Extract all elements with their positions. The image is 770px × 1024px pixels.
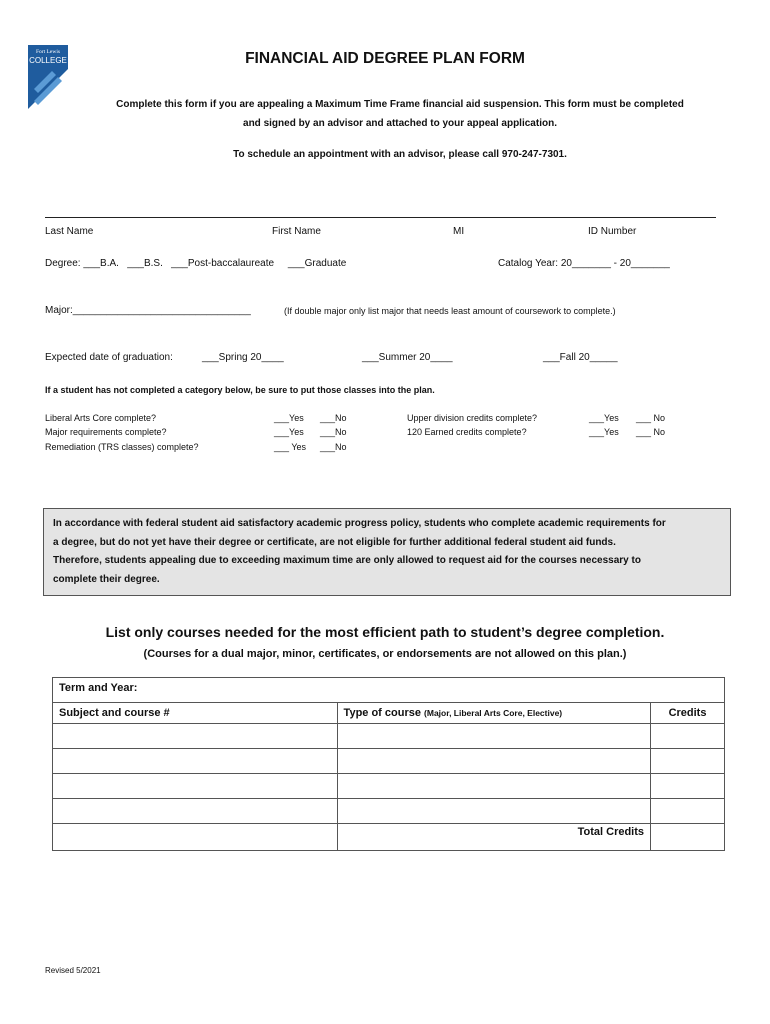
revision-date: Revised 5/2021	[45, 966, 101, 975]
contact-line: To schedule an appointment with an advisor, please call 970-247-7301.	[233, 149, 567, 160]
total-credits-label: Total Credits	[337, 824, 650, 851]
no-option[interactable]: ___ No	[636, 413, 666, 423]
yes-option[interactable]: ___Yes	[589, 427, 619, 437]
no-option[interactable]: ___No	[320, 413, 347, 423]
category-note: If a student has not completed a category below, be sure to put those classes into the plan.	[45, 385, 435, 395]
checklist-label: 120 Earned credits complete?	[407, 427, 527, 437]
subject-cell[interactable]	[53, 724, 338, 749]
course-type-header	[337, 703, 650, 724]
form-title: FINANCIAL AID DEGREE PLAN FORM	[245, 50, 525, 67]
table-row	[53, 799, 725, 824]
notice-line: In accordance with federal student aid satisfactory academic progress policy, students who complete academic requirements for	[53, 518, 666, 529]
yes-option[interactable]: ___Yes	[274, 413, 304, 423]
mi-label: MI	[453, 226, 465, 237]
graduation-label: Expected date of graduation:	[45, 352, 173, 363]
total-credits-cell[interactable]	[651, 824, 725, 851]
subject-cell[interactable]	[53, 824, 338, 851]
credits-header: Credits	[651, 703, 725, 724]
type-cell[interactable]	[337, 724, 650, 749]
table-header-row	[53, 703, 725, 724]
notice-line: a degree, but do not yet have their degree or certificate, are not eligible for further additional federal student aid funds.	[53, 536, 616, 548]
table-row	[53, 774, 725, 799]
term-and-year-label: Term and Year:	[59, 682, 138, 694]
credits-cell[interactable]	[651, 724, 725, 749]
course-plan-table	[52, 677, 725, 851]
intro-line-2: and signed by an advisor and attached to your appeal application.	[243, 118, 557, 129]
course-type-label: Type of course	[343, 707, 421, 719]
spring-option[interactable]: ___Spring 20____	[202, 352, 284, 363]
subject-cell[interactable]	[53, 749, 338, 774]
svg-text:COLLEGE: COLLEGE	[29, 56, 67, 65]
type-cell[interactable]	[337, 774, 650, 799]
table-row	[53, 724, 725, 749]
no-option[interactable]: ___No	[320, 427, 347, 437]
first-name-label: First Name	[272, 226, 321, 237]
checklist-label: Liberal Arts Core complete?	[45, 413, 157, 423]
subject-cell[interactable]	[53, 799, 338, 824]
policy-notice	[43, 508, 731, 596]
credits-cell[interactable]	[651, 774, 725, 799]
term-and-year-field[interactable]	[53, 678, 725, 703]
degree-field[interactable]: Degree: ___B.A. ___B.S. ___Post-baccalaureate ___Graduate	[45, 258, 347, 269]
credits-cell[interactable]	[651, 749, 725, 774]
checklist-label: Remediation (TRS classes) complete?	[45, 442, 199, 452]
catalog-year-field[interactable]: Catalog Year: 20_______ - 20_______	[498, 258, 670, 269]
name-signature-line[interactable]	[45, 217, 716, 218]
course-type-note: (Major, Liberal Arts Core, Elective)	[424, 708, 563, 718]
total-row	[53, 824, 725, 851]
no-option[interactable]: ___ No	[636, 427, 666, 437]
credits-cell[interactable]	[651, 799, 725, 824]
checklist-label: Major requirements complete?	[45, 427, 167, 437]
summer-option[interactable]: ___Summer 20____	[362, 352, 453, 363]
yes-option[interactable]: ___Yes	[274, 427, 304, 437]
type-cell[interactable]	[337, 749, 650, 774]
course-list-subheading: (Courses for a dual major, minor, certificates, or endorsements are not allowed on this plan.)	[143, 648, 627, 660]
course-list-heading: List only courses needed for the most efficient path to student’s degree completion.	[105, 624, 665, 640]
yes-option[interactable]: ___ Yes	[274, 442, 307, 452]
table-row	[53, 749, 725, 774]
yes-option[interactable]: ___Yes	[589, 413, 619, 423]
subject-cell[interactable]	[53, 774, 338, 799]
subject-course-header: Subject and course #	[53, 703, 338, 724]
checklist-label: Upper division credits complete?	[407, 413, 538, 423]
major-field[interactable]: Major:________________________________	[45, 305, 251, 316]
last-name-label: Last Name	[45, 226, 94, 237]
type-cell[interactable]	[337, 799, 650, 824]
no-option[interactable]: ___No	[320, 442, 347, 452]
fall-option[interactable]: ___Fall 20_____	[543, 352, 618, 363]
id-number-label: ID Number	[588, 226, 637, 237]
major-note: (If double major only list major that needs least amount of coursework to complete.)	[284, 306, 616, 316]
notice-line: Therefore, students appealing due to exceeding maximum time are only allowed to request aid for the courses necessary to	[53, 555, 641, 566]
intro-line-1: Complete this form if you are appealing a Maximum Time Frame financial aid suspension. This form must be completed	[116, 99, 684, 110]
svg-text:Fort Lewis: Fort Lewis	[36, 49, 60, 55]
notice-line: complete their degree.	[53, 573, 160, 585]
